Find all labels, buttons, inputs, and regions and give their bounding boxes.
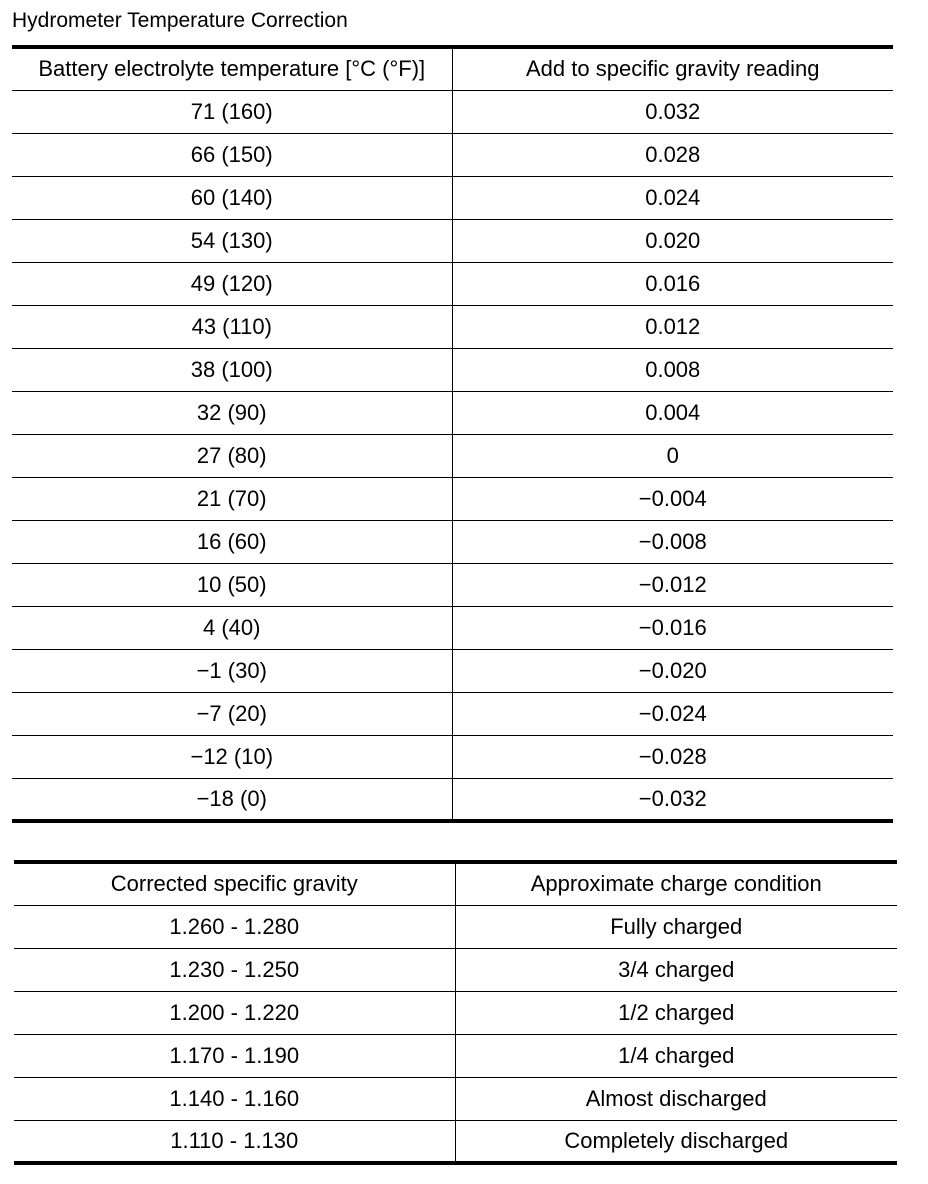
table-cell: 0.008 <box>452 348 893 391</box>
table-cell: 10 (50) <box>12 563 452 606</box>
table-row <box>12 176 893 219</box>
table-row <box>12 477 893 520</box>
table-cell: −0.020 <box>452 649 893 692</box>
table-row <box>12 391 893 434</box>
temperature-correction-table <box>12 45 893 823</box>
table-cell: −0.008 <box>452 520 893 563</box>
table-row <box>14 948 897 991</box>
column-header-specific-gravity: Corrected specific gravity <box>14 862 455 905</box>
table-cell: −0.004 <box>452 477 893 520</box>
table-cell: 1.260 - 1.280 <box>14 905 455 948</box>
table-cell: −0.028 <box>452 735 893 778</box>
table-cell: 1.200 - 1.220 <box>14 991 455 1034</box>
table-cell: 0 <box>452 434 893 477</box>
table-cell: 21 (70) <box>12 477 452 520</box>
table-cell: 60 (140) <box>12 176 452 219</box>
table-row <box>14 1120 897 1163</box>
table-cell: 3/4 charged <box>455 948 897 991</box>
table-cell: 54 (130) <box>12 219 452 262</box>
table-row <box>12 90 893 133</box>
table-cell: −1 (30) <box>12 649 452 692</box>
table-cell: 1.230 - 1.250 <box>14 948 455 991</box>
table-row <box>12 219 893 262</box>
table-cell: Almost discharged <box>455 1077 897 1120</box>
table-cell: 0.020 <box>452 219 893 262</box>
table-cell: −0.032 <box>452 778 893 821</box>
table-cell: −0.012 <box>452 563 893 606</box>
table-cell: 66 (150) <box>12 133 452 176</box>
table-cell: −7 (20) <box>12 692 452 735</box>
table-cell: 49 (120) <box>12 262 452 305</box>
temperature-table-body <box>12 90 893 821</box>
table-row <box>12 649 893 692</box>
table-cell: −18 (0) <box>12 778 452 821</box>
table-cell: 0.012 <box>452 305 893 348</box>
table-row <box>12 778 893 821</box>
table-cell: 4 (40) <box>12 606 452 649</box>
table-row <box>12 520 893 563</box>
table-cell: 0.028 <box>452 133 893 176</box>
column-header-correction: Add to specific gravity reading <box>452 47 893 90</box>
table-header-row <box>12 47 893 90</box>
table-cell: Fully charged <box>455 905 897 948</box>
table-cell: 1/4 charged <box>455 1034 897 1077</box>
table-cell: −0.024 <box>452 692 893 735</box>
table-cell: 1.140 - 1.160 <box>14 1077 455 1120</box>
charge-condition-table <box>14 860 897 1165</box>
table-cell: 32 (90) <box>12 391 452 434</box>
table-cell: 0.032 <box>452 90 893 133</box>
table-cell: 0.004 <box>452 391 893 434</box>
table-row <box>14 1034 897 1077</box>
table-cell: 1.110 - 1.130 <box>14 1120 455 1163</box>
table-row <box>14 991 897 1034</box>
charge-table-body <box>14 905 897 1163</box>
table-cell: 16 (60) <box>12 520 452 563</box>
table-row <box>14 905 897 948</box>
table-row <box>12 606 893 649</box>
table-cell: 1/2 charged <box>455 991 897 1034</box>
table-cell: −12 (10) <box>12 735 452 778</box>
table-row <box>12 262 893 305</box>
table-cell: 0.016 <box>452 262 893 305</box>
table-header-row <box>14 862 897 905</box>
table-cell: 0.024 <box>452 176 893 219</box>
table-cell: 1.170 - 1.190 <box>14 1034 455 1077</box>
table-row <box>12 692 893 735</box>
table-row <box>12 563 893 606</box>
table-cell: Completely discharged <box>455 1120 897 1163</box>
table-row <box>12 348 893 391</box>
table-cell: 38 (100) <box>12 348 452 391</box>
page-title: Hydrometer Temperature Correction <box>12 9 348 32</box>
table-cell: −0.016 <box>452 606 893 649</box>
table-row <box>14 1077 897 1120</box>
table-cell: 27 (80) <box>12 434 452 477</box>
table-row <box>12 133 893 176</box>
table-row <box>12 735 893 778</box>
table-row <box>12 434 893 477</box>
table-cell: 71 (160) <box>12 90 452 133</box>
table-row <box>12 305 893 348</box>
column-header-charge-condition: Approximate charge condition <box>455 862 897 905</box>
table-cell: 43 (110) <box>12 305 452 348</box>
column-header-temperature: Battery electrolyte temperature [°C (°F)] <box>12 47 452 90</box>
